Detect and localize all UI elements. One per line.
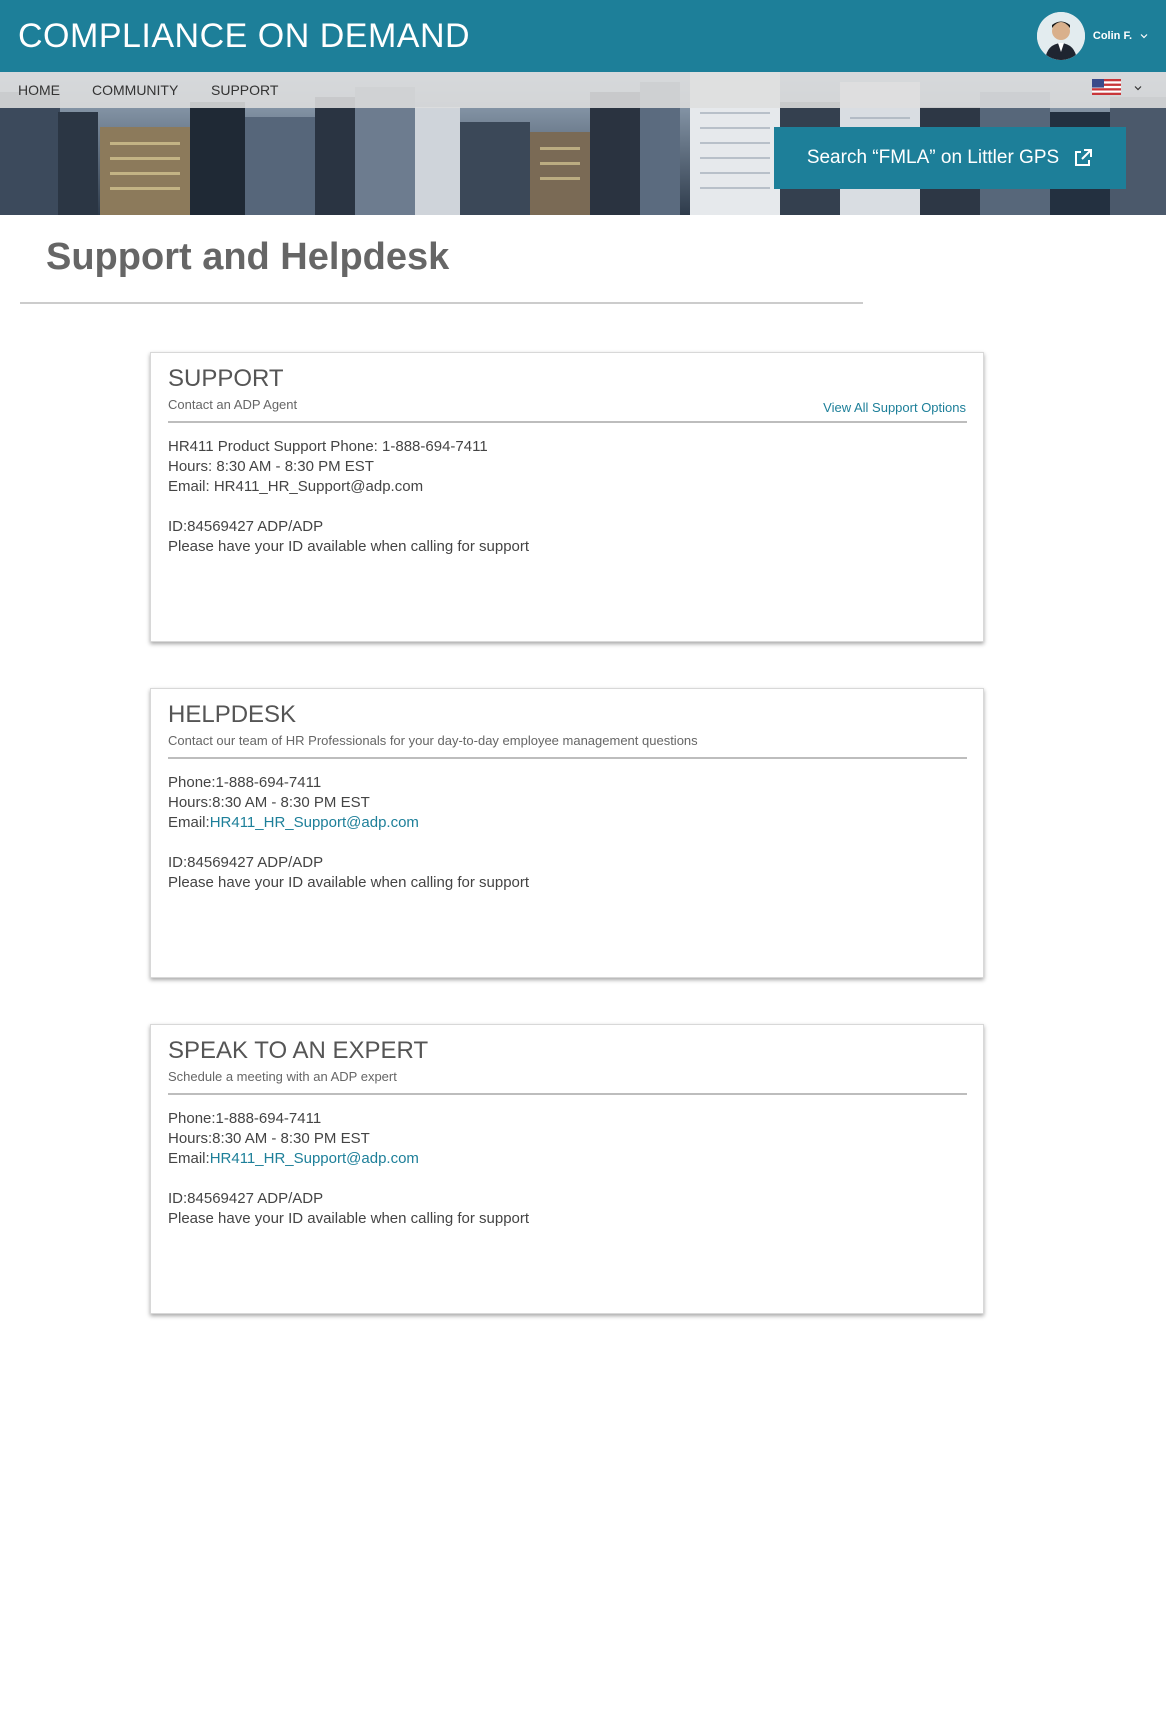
user-menu[interactable] — [1037, 12, 1148, 60]
email-link[interactable]: HR411_HR_Support@adp.com — [209, 1150, 419, 1167]
page-title: Support and Helpdesk — [46, 236, 450, 278]
spacer — [168, 1169, 529, 1189]
nav-item-community[interactable]: COMMUNITY — [92, 82, 179, 98]
top-bar — [0, 0, 1166, 72]
id-note: Please have your ID available when calling for support — [168, 538, 530, 555]
avatar — [1037, 12, 1085, 60]
email-line — [168, 813, 529, 833]
helpdesk-card — [150, 688, 984, 978]
chevron-down-icon[interactable] — [1134, 84, 1142, 92]
email-link[interactable]: HR411_HR_Support@adp.com — [209, 814, 419, 831]
hours-line: Hours: 8:30 AM - 8:30 PM EST — [168, 458, 374, 475]
card-divider — [168, 1093, 967, 1095]
phone-line: HR411 Product Support Phone: 1-888-694-7411 — [168, 438, 488, 455]
email-line: Email: HR411_HR_Support@adp.com — [168, 478, 424, 495]
card-body — [168, 773, 529, 893]
nav-bar — [0, 72, 1166, 108]
id-note: Please have your ID available when calling for support — [168, 874, 530, 891]
littler-gps-search-button[interactable] — [774, 127, 1126, 189]
chevron-down-icon — [1140, 32, 1148, 40]
phone-line: Phone:1-888-694-7411 — [168, 774, 322, 791]
nav-item-support[interactable]: SUPPORT — [211, 82, 279, 98]
us-flag-icon[interactable] — [1092, 79, 1121, 95]
support-card — [150, 352, 984, 642]
email-line — [168, 1149, 529, 1169]
user-name: Colin F. — [1092, 30, 1132, 42]
card-subtitle: Contact our team of HR Professionals for your day-to-day employee management questions — [168, 733, 698, 748]
expert-card — [150, 1024, 984, 1314]
card-divider — [168, 757, 967, 759]
spacer — [168, 497, 529, 517]
title-divider — [20, 302, 863, 304]
external-link-icon — [1073, 148, 1093, 168]
card-divider — [168, 421, 967, 423]
card-body — [168, 437, 529, 557]
hero-banner — [0, 72, 1166, 215]
view-all-support-options-link[interactable]: View All Support Options — [823, 400, 966, 415]
email-label: Email: — [168, 1150, 210, 1167]
app-title[interactable]: COMPLIANCE ON DEMAND — [18, 17, 471, 55]
hours-line: Hours:8:30 AM - 8:30 PM EST — [168, 794, 370, 811]
id-line: ID:84569427 ADP/ADP — [168, 518, 324, 535]
id-line: ID:84569427 ADP/ADP — [168, 854, 324, 871]
hours-line: Hours:8:30 AM - 8:30 PM EST — [168, 1130, 370, 1147]
phone-line: Phone:1-888-694-7411 — [168, 1110, 322, 1127]
email-label: Email: — [168, 814, 210, 831]
card-title: SPEAK TO AN EXPERT — [168, 1037, 429, 1064]
card-subtitle: Schedule a meeting with an ADP expert — [168, 1069, 397, 1084]
card-body — [168, 1109, 529, 1229]
spacer — [168, 833, 529, 853]
nav-item-home[interactable]: HOME — [18, 82, 60, 98]
id-note: Please have your ID available when calling for support — [168, 1210, 530, 1227]
card-title: SUPPORT — [168, 365, 284, 392]
card-subtitle: Contact an ADP Agent — [168, 397, 298, 412]
gps-button-label: Search “FMLA” on Littler GPS — [806, 147, 1060, 168]
id-line: ID:84569427 ADP/ADP — [168, 1190, 324, 1207]
card-title: HELPDESK — [168, 701, 297, 728]
